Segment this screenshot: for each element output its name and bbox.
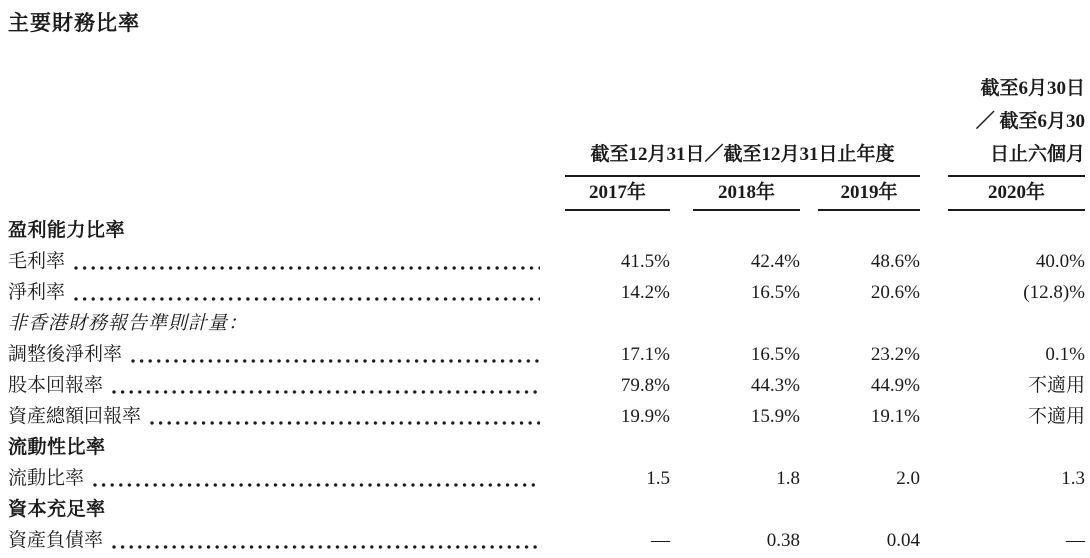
row-label: 非香港財務報告準則計量： xyxy=(8,313,249,334)
value-cell: 2.0 xyxy=(896,468,920,489)
interim-period-line-1: 截至6月30日 xyxy=(980,78,1085,99)
interim-period-line-2: ／ 截至6月30 xyxy=(975,111,1085,132)
value-cell: 41.5% xyxy=(620,251,670,272)
row-label: 資本充足率 xyxy=(8,499,106,520)
year-header-2019: 2019年 xyxy=(818,180,920,211)
table-row xyxy=(8,339,1085,370)
value-cell: (12.8)% xyxy=(1023,282,1085,303)
row-label: 毛利率 xyxy=(8,251,66,272)
table-row xyxy=(8,215,1085,246)
row-label: 淨利率 xyxy=(8,282,66,303)
dot-leader xyxy=(131,359,540,363)
row-label-cell xyxy=(8,499,565,520)
years-header-row xyxy=(8,180,1085,211)
dot-leader xyxy=(74,266,540,270)
value-cell: 44.9% xyxy=(870,375,920,396)
value-cell: 48.6% xyxy=(870,251,920,272)
row-label: 流動性比率 xyxy=(8,437,106,458)
table-row xyxy=(8,494,1085,525)
value-cell: 14.2% xyxy=(620,282,670,303)
dot-leader xyxy=(112,390,540,394)
page-title: 主要財務比率 xyxy=(8,11,140,35)
interim-period-line-3: 日止六個月 xyxy=(989,144,1085,165)
table-row xyxy=(8,308,1085,339)
table-row xyxy=(8,401,1085,432)
year-header-2017: 2017年 xyxy=(565,180,670,211)
row-label-cell xyxy=(8,251,565,272)
value-cell: 0.38 xyxy=(766,530,800,551)
row-label: 盈利能力比率 xyxy=(8,220,126,241)
value-cell: 79.8% xyxy=(620,375,670,396)
value-cell: 23.2% xyxy=(870,344,920,365)
value-cell: 1.3 xyxy=(1061,468,1085,489)
row-label-cell xyxy=(8,220,565,241)
table-row xyxy=(8,370,1085,401)
value-cell: 19.1% xyxy=(870,406,920,427)
year-header-2020: 2020年 xyxy=(948,180,1085,211)
row-label-cell xyxy=(8,468,565,489)
value-cell: 0.1% xyxy=(1045,344,1085,365)
dot-leader xyxy=(74,297,540,301)
row-label-cell xyxy=(8,344,565,365)
row-label-cell xyxy=(8,313,565,334)
value-cell: 20.6% xyxy=(870,282,920,303)
value-cell: 15.9% xyxy=(750,406,800,427)
value-cell: 40.0% xyxy=(1035,251,1085,272)
row-label: 資產負債率 xyxy=(8,530,104,551)
value-cell: 19.9% xyxy=(620,406,670,427)
annual-period-header: 截至12月31日／截至12月31日止年度 xyxy=(565,138,920,177)
value-cell: 1.5 xyxy=(646,468,670,489)
table-row xyxy=(8,432,1085,463)
row-label-cell xyxy=(8,530,565,551)
row-label: 資產總額回報率 xyxy=(8,406,142,427)
table-row xyxy=(8,463,1085,494)
interim-period-header xyxy=(948,72,1085,177)
row-label: 股本回報率 xyxy=(8,375,104,396)
value-cell: 不適用 xyxy=(1027,375,1085,396)
row-label-cell xyxy=(8,437,565,458)
value-cell: 16.5% xyxy=(750,282,800,303)
value-cell: 42.4% xyxy=(750,251,800,272)
table-row xyxy=(8,277,1085,308)
financial-ratios-table-body xyxy=(8,215,1085,556)
row-label: 調整後淨利率 xyxy=(8,344,123,365)
value-cell: 16.5% xyxy=(750,344,800,365)
value-cell: 0.04 xyxy=(886,530,920,551)
year-header-2018: 2018年 xyxy=(693,180,800,211)
dot-leader xyxy=(112,545,540,549)
value-cell: 17.1% xyxy=(620,344,670,365)
value-cell: 1.8 xyxy=(776,468,800,489)
row-label-cell xyxy=(8,406,565,427)
period-header xyxy=(8,72,1085,177)
table-row xyxy=(8,246,1085,277)
row-label: 流動比率 xyxy=(8,468,85,489)
value-cell: 不適用 xyxy=(1027,406,1085,427)
row-label-cell xyxy=(8,282,565,303)
value-cell: — xyxy=(651,530,670,551)
table-row xyxy=(8,525,1085,556)
dot-leader xyxy=(150,421,540,425)
value-cell: 44.3% xyxy=(750,375,800,396)
row-label-cell xyxy=(8,375,565,396)
value-cell: — xyxy=(1066,530,1085,551)
dot-leader xyxy=(93,483,540,487)
